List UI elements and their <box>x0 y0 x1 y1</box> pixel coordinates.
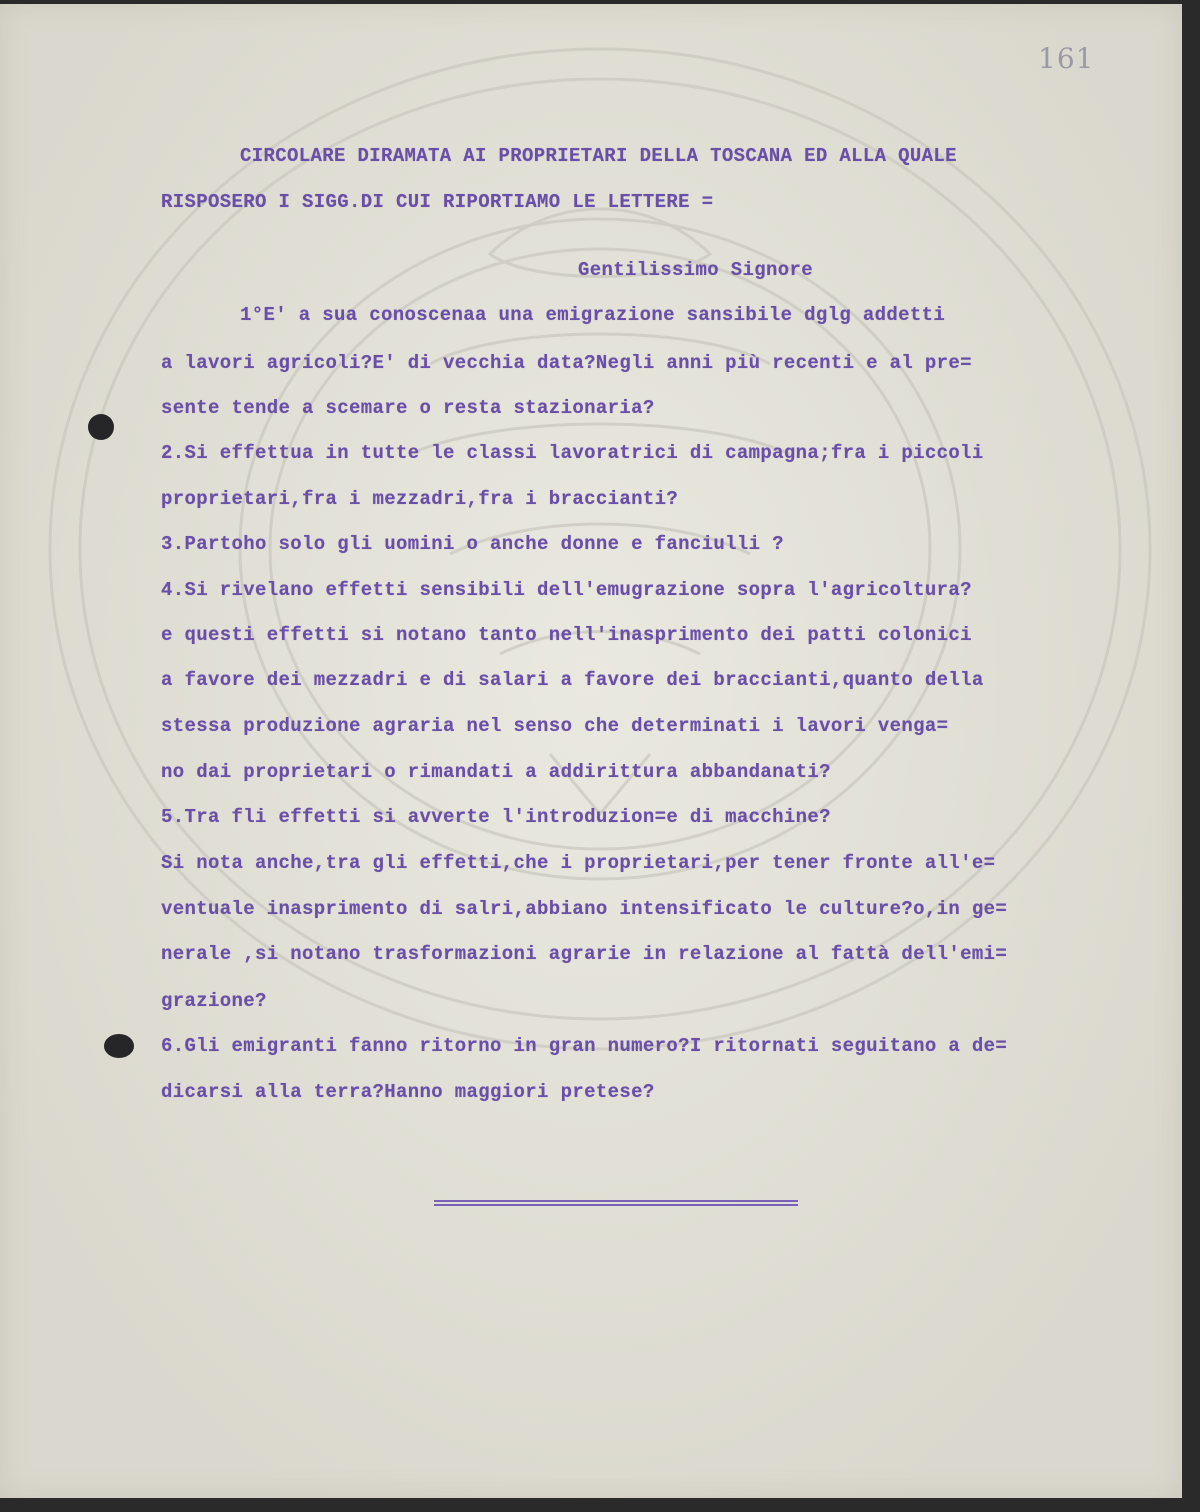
title-line: RISPOSERO I SIGG.DI CUI RIPORTIAMO LE LETTERE = <box>161 191 714 213</box>
punch-hole <box>104 1034 134 1058</box>
body-line: a lavori agricoli?E' di vecchia data?Negli anni più recenti e al pre= <box>161 352 972 374</box>
body-line: a favore dei mezzadri e di salari a favore dei braccianti,quanto della <box>161 669 984 691</box>
body-line: no dai proprietari o rimandati a addirittura abbandanati? <box>161 761 831 783</box>
page-number: 161 <box>1038 42 1095 75</box>
punch-hole <box>88 414 114 440</box>
body-line: 3.Partoho solo gli uomini o anche donne e fanciulli ? <box>161 533 784 555</box>
body-line: 5.Tra fli effetti si avverte l'introduzion=e di macchine? <box>161 806 831 828</box>
body-line: stessa produzione agraria nel senso che determinati i lavori venga= <box>161 715 949 737</box>
body-line: 1°E' a sua conoscenaa una emigrazione sansibile dglg addetti <box>240 304 946 326</box>
body-line: nerale ,si notano trasformazioni agrarie in relazione al fattà dell'emi= <box>161 943 1008 965</box>
body-line: 2.Si effettua in tutte le classi lavoratrici di campagna;fra i piccoli <box>161 442 984 464</box>
salutation: Gentilissimo Signore <box>578 259 814 281</box>
body-line: e questi effetti si notano tanto nell'inasprimento dei patti colonici <box>161 624 972 646</box>
document-page <box>0 4 1182 1498</box>
body-line: 4.Si rivelano effetti sensibili dell'emugrazione sopra l'agricoltura? <box>161 579 972 601</box>
body-line: dicarsi alla terra?Hanno maggiori pretese? <box>161 1081 655 1103</box>
body-line: proprietari,fra i mezzadri,fra i braccianti? <box>161 488 679 510</box>
body-line: ventuale inasprimento di salri,abbiano intensificato le culture?o,in ge= <box>161 898 1008 920</box>
body-line: 6.Gli emigranti fanno ritorno in gran numero?I ritornati seguitano a de= <box>161 1035 1008 1057</box>
body-line: Si nota anche,tra gli effetti,che i proprietari,per tener fronte all'e= <box>161 852 996 874</box>
body-line: sente tende a scemare o resta stazionaria? <box>161 397 655 419</box>
closing-rule <box>434 1200 798 1206</box>
title-line: CIRCOLARE DIRAMATA AI PROPRIETARI DELLA TOSCANA ED ALLA QUALE <box>240 145 957 167</box>
body-line: grazione? <box>161 990 267 1012</box>
